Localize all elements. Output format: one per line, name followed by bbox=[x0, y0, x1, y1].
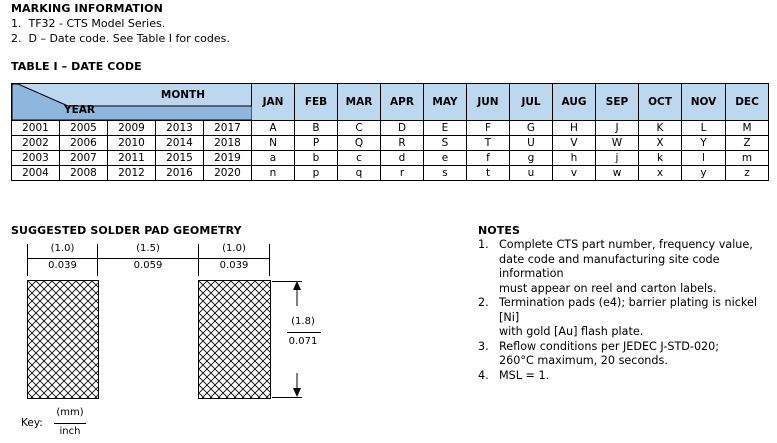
note-line: 260°C maximum, 20 seconds. bbox=[499, 354, 668, 367]
code-cell: c bbox=[338, 151, 381, 166]
corner-month-label: MONTH bbox=[160, 89, 205, 101]
table-row bbox=[12, 121, 769, 136]
code-cell: d bbox=[381, 151, 424, 166]
note-item-2 bbox=[478, 296, 777, 340]
code-cell: G bbox=[510, 121, 553, 136]
year-cell: 2019 bbox=[204, 151, 252, 166]
code-cell: U bbox=[510, 136, 553, 151]
code-cell: j bbox=[596, 151, 639, 166]
month-header-nov: NOV bbox=[682, 84, 726, 121]
code-cell: u bbox=[510, 166, 553, 181]
code-cell: H bbox=[553, 121, 596, 136]
year-cell: 2008 bbox=[60, 166, 108, 181]
year-cell: 2016 bbox=[156, 166, 204, 181]
marking-heading: MARKING INFORMATION bbox=[11, 2, 163, 15]
pad-gap-mm: (1.5) bbox=[136, 243, 160, 254]
code-cell: l bbox=[682, 151, 726, 166]
key-mm-label: (mm) bbox=[56, 407, 84, 418]
corner-banner-graphic bbox=[12, 84, 252, 120]
year-cell: 2005 bbox=[60, 121, 108, 136]
table-row bbox=[12, 151, 769, 166]
code-cell: k bbox=[639, 151, 682, 166]
code-cell: s bbox=[424, 166, 467, 181]
code-cell: P bbox=[295, 136, 338, 151]
code-cell: x bbox=[639, 166, 682, 181]
code-cell: a bbox=[252, 151, 295, 166]
note-item-3 bbox=[478, 340, 777, 369]
year-cell: 2002 bbox=[12, 136, 60, 151]
month-header-sep: SEP bbox=[596, 84, 639, 121]
code-cell: h bbox=[553, 151, 596, 166]
year-cell: 2010 bbox=[108, 136, 156, 151]
note-line: Complete CTS part number, frequency value, bbox=[499, 238, 753, 251]
code-cell: Z bbox=[726, 136, 769, 151]
year-cell: 2014 bbox=[156, 136, 204, 151]
year-cell: 2004 bbox=[12, 166, 60, 181]
notes-heading: NOTES bbox=[478, 224, 520, 237]
code-cell: C bbox=[338, 121, 381, 136]
note-line: date code and manufacturing site code information bbox=[499, 252, 720, 280]
year-cell: 2011 bbox=[108, 151, 156, 166]
month-header-may: MAY bbox=[424, 84, 467, 121]
note-item-4 bbox=[478, 369, 777, 384]
code-cell: g bbox=[510, 151, 553, 166]
month-year-corner-cell bbox=[12, 84, 252, 121]
code-cell: F bbox=[467, 121, 510, 136]
pad-gap-in: 0.059 bbox=[133, 260, 163, 271]
code-cell: t bbox=[467, 166, 510, 181]
note-line: with gold [Au] flash plate. bbox=[499, 325, 644, 338]
key-divider bbox=[54, 423, 86, 424]
marking-item-number: 1. bbox=[11, 17, 22, 30]
dimension-line bbox=[98, 258, 198, 259]
code-cell: S bbox=[424, 136, 467, 151]
code-cell: K bbox=[639, 121, 682, 136]
code-cell: f bbox=[467, 151, 510, 166]
code-cell: w bbox=[596, 166, 639, 181]
code-cell: D bbox=[381, 121, 424, 136]
left-pad-width-mm: (1.0) bbox=[50, 243, 75, 254]
code-cell: B bbox=[295, 121, 338, 136]
code-cell: L bbox=[682, 121, 726, 136]
year-cell: 2012 bbox=[108, 166, 156, 181]
right-solder-pad bbox=[198, 280, 271, 399]
right-pad-width-in: 0.039 bbox=[219, 260, 249, 271]
dimension-line bbox=[28, 258, 97, 259]
pad-height-mm: (1.8) bbox=[291, 316, 315, 327]
pad-height-in: 0.071 bbox=[288, 336, 318, 347]
year-cell: 2006 bbox=[60, 136, 108, 151]
code-cell: m bbox=[726, 151, 769, 166]
marking-item-2 bbox=[11, 32, 230, 45]
corner-year-label: YEAR bbox=[64, 104, 95, 116]
month-header-aug: AUG bbox=[553, 84, 596, 121]
note-number: 3. bbox=[478, 339, 489, 353]
code-cell: r bbox=[381, 166, 424, 181]
right-pad-width-mm: (1.0) bbox=[222, 243, 246, 254]
code-cell: n bbox=[252, 166, 295, 181]
month-header-oct: OCT bbox=[639, 84, 682, 121]
year-cell: 2017 bbox=[204, 121, 252, 136]
key-label: Key: bbox=[21, 417, 43, 429]
code-cell: y bbox=[682, 166, 726, 181]
code-cell: Y bbox=[682, 136, 726, 151]
month-header-feb: FEB bbox=[295, 84, 338, 121]
month-header-apr: APR bbox=[381, 84, 424, 121]
table-heading: TABLE I – DATE CODE bbox=[11, 60, 142, 73]
key-inch-label: inch bbox=[59, 426, 81, 437]
note-number: 4. bbox=[478, 368, 489, 382]
note-line: Termination pads (e4); barrier plating is nickel [Ni] bbox=[499, 296, 757, 324]
code-cell: R bbox=[381, 136, 424, 151]
code-cell: M bbox=[726, 121, 769, 136]
table-header-row bbox=[12, 84, 769, 121]
code-cell: J bbox=[596, 121, 639, 136]
code-cell: Q bbox=[338, 136, 381, 151]
code-cell: z bbox=[726, 166, 769, 181]
note-line: MSL = 1. bbox=[499, 368, 550, 382]
note-number: 2. bbox=[478, 296, 489, 309]
year-cell: 2018 bbox=[204, 136, 252, 151]
month-header-jan: JAN bbox=[252, 84, 295, 121]
dimension-divider bbox=[287, 332, 321, 333]
code-cell: W bbox=[596, 136, 639, 151]
code-cell: p bbox=[295, 166, 338, 181]
month-header-jun: JUN bbox=[467, 84, 510, 121]
code-cell: b bbox=[295, 151, 338, 166]
left-pad-width-in: 0.039 bbox=[48, 260, 77, 271]
year-cell: 2003 bbox=[12, 151, 60, 166]
code-cell: X bbox=[639, 136, 682, 151]
year-cell: 2015 bbox=[156, 151, 204, 166]
code-cell: A bbox=[252, 121, 295, 136]
left-solder-pad bbox=[27, 280, 99, 399]
note-item-1 bbox=[478, 238, 777, 296]
year-cell: 2001 bbox=[12, 121, 60, 136]
year-cell: 2020 bbox=[204, 166, 252, 181]
table-row bbox=[12, 166, 769, 181]
marking-item-1 bbox=[11, 17, 165, 30]
marking-item-text: TF32 - CTS Model Series. bbox=[28, 17, 166, 30]
table-row bbox=[12, 136, 769, 151]
month-header-dec: DEC bbox=[726, 84, 769, 121]
code-cell: T bbox=[467, 136, 510, 151]
code-cell: e bbox=[424, 151, 467, 166]
date-code-table bbox=[11, 83, 769, 181]
marking-item-text: D – Date code. See Table I for codes. bbox=[28, 32, 230, 45]
note-number: 1. bbox=[478, 238, 489, 251]
year-cell: 2009 bbox=[108, 121, 156, 136]
notes-list bbox=[478, 238, 777, 383]
note-line: Reflow conditions per JEDEC J-STD-020; bbox=[499, 339, 720, 353]
note-line: must appear on reel and carton labels. bbox=[499, 281, 717, 295]
month-header-jul: JUL bbox=[510, 84, 553, 121]
marking-item-number: 2. bbox=[11, 32, 22, 45]
code-cell: q bbox=[338, 166, 381, 181]
code-cell: v bbox=[553, 166, 596, 181]
year-cell: 2007 bbox=[60, 151, 108, 166]
year-cell: 2013 bbox=[156, 121, 204, 136]
extension-line bbox=[269, 244, 270, 276]
solder-heading: SUGGESTED SOLDER PAD GEOMETRY bbox=[11, 224, 242, 237]
code-cell: E bbox=[424, 121, 467, 136]
code-cell: V bbox=[553, 136, 596, 151]
code-cell: N bbox=[252, 136, 295, 151]
dimension-line bbox=[199, 258, 269, 259]
month-header-mar: MAR bbox=[338, 84, 381, 121]
